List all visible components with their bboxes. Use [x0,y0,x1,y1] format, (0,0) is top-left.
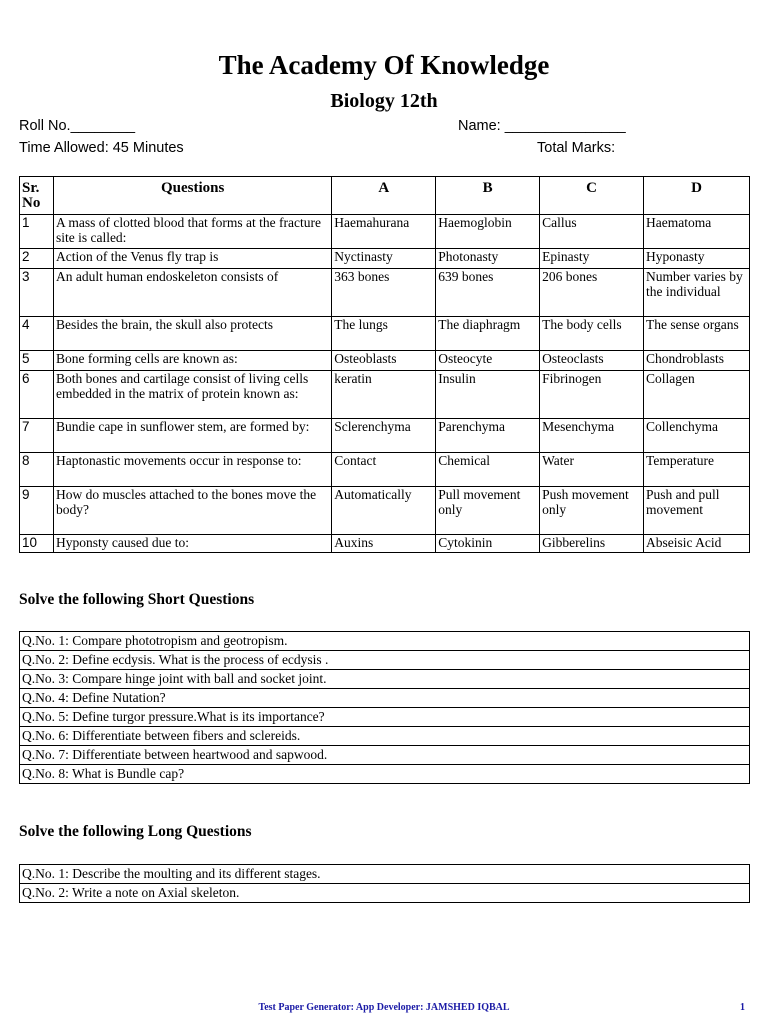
mcq-row [20,419,750,453]
mcq-option-d: Collagen [644,371,750,419]
mcq-option-a: Automatically [332,487,436,535]
column-header-c: C [540,177,644,215]
page-subtitle: Biology 12th [330,90,438,112]
mcq-option-c: The body cells [540,317,644,351]
mcq-option-d: Hyponasty [644,249,750,269]
mcq-row [20,351,750,371]
column-header-sr: Sr. No [20,177,54,215]
mcq-number: 10 [20,535,54,553]
mcq-question: Bone forming cells are known as: [53,351,331,371]
short-question: Q.No. 4: Define Nutation? [20,689,750,708]
total-marks: Total Marks: [537,140,616,156]
mcq-question: Both bones and cartilage consist of living cells embedded in the matrix of protein known as: [53,371,331,419]
mcq-option-d: Number varies by the individual [644,269,750,317]
mcq-number: 2 [20,249,54,269]
mcq-option-d: The sense organs [644,317,750,351]
mcq-option-a: keratin [332,371,436,419]
mcq-number: 1 [20,215,54,249]
mcq-option-b: Pull movement only [436,487,540,535]
list-item [20,632,750,651]
mcq-number: 5 [20,351,54,371]
short-question: Q.No. 8: What is Bundle cap? [20,765,750,784]
mcq-option-c: Callus [540,215,644,249]
mcq-question: A mass of clotted blood that forms at the fracture site is called: [53,215,331,249]
list-item [20,670,750,689]
list-item [20,746,750,765]
mcq-option-c: Push movement only [540,487,644,535]
mcq-option-c: Gibberelins [540,535,644,553]
list-item [20,765,750,784]
name-field: Name: _______________ [458,118,626,134]
page-title: The Academy Of Knowledge [218,50,550,80]
mcq-option-d: Haematoma [644,215,750,249]
mcq-option-b: Insulin [436,371,540,419]
short-questions-table [19,631,750,784]
list-item [20,689,750,708]
mcq-question: Bundie cape in sunflower stem, are formed by: [53,419,331,453]
mcq-option-c: 206 bones [540,269,644,317]
long-question: Q.No. 2: Write a note on Axial skeleton. [20,884,750,903]
mcq-number: 4 [20,317,54,351]
mcq-option-d: Temperature [644,453,750,487]
mcq-option-d: Push and pull movement [644,487,750,535]
mcq-row [20,453,750,487]
mcq-option-b: Cytokinin [436,535,540,553]
mcq-question: Haptonastic movements occur in response to: [53,453,331,487]
footer-credit: Test Paper Generator: App Developer: JAMSHED IQBAL [258,1002,510,1013]
mcq-option-b: The diaphragm [436,317,540,351]
mcq-option-c: Mesenchyma [540,419,644,453]
mcq-option-a: The lungs [332,317,436,351]
list-item [20,865,750,884]
mcq-table [19,176,750,553]
mcq-number: 9 [20,487,54,535]
mcq-option-b: Photonasty [436,249,540,269]
mcq-row [20,215,750,249]
mcq-option-b: Haemoglobin [436,215,540,249]
mcq-number: 7 [20,419,54,453]
mcq-option-a: Osteoblasts [332,351,436,371]
mcq-option-b: 639 bones [436,269,540,317]
mcq-number: 8 [20,453,54,487]
mcq-option-c: Fibrinogen [540,371,644,419]
mcq-question: How do muscles attached to the bones move the body? [53,487,331,535]
list-item [20,884,750,903]
mcq-number: 6 [20,371,54,419]
mcq-option-a: Nyctinasty [332,249,436,269]
mcq-option-d: Chondroblasts [644,351,750,371]
mcq-option-a: Haemahurana [332,215,436,249]
mcq-row [20,317,750,351]
mcq-row [20,249,750,269]
mcq-question: Besides the brain, the skull also protects [53,317,331,351]
mcq-option-b: Chemical [436,453,540,487]
mcq-question: Action of the Venus fly trap is [53,249,331,269]
list-item [20,708,750,727]
mcq-option-c: Osteoclasts [540,351,644,371]
mcq-row [20,371,750,419]
mcq-row [20,487,750,535]
column-header-a: A [332,177,436,215]
time-allowed: Time Allowed: 45 Minutes [19,140,184,156]
mcq-option-c: Water [540,453,644,487]
mcq-question: Hyponsty caused due to: [53,535,331,553]
mcq-option-b: Osteocyte [436,351,540,371]
mcq-number: 3 [20,269,54,317]
page-number: 1 [740,1002,745,1013]
list-item [20,651,750,670]
column-header-d: D [644,177,750,215]
short-question: Q.No. 7: Differentiate between heartwood and sapwood. [20,746,750,765]
short-question: Q.No. 2: Define ecdysis. What is the process of ecdysis . [20,651,750,670]
short-question: Q.No. 5: Define turgor pressure.What is its importance? [20,708,750,727]
column-header-questions: Questions [53,177,331,215]
mcq-option-d: Collenchyma [644,419,750,453]
column-header-b: B [436,177,540,215]
short-question: Q.No. 3: Compare hinge joint with ball and socket joint. [20,670,750,689]
mcq-option-c: Epinasty [540,249,644,269]
short-question: Q.No. 6: Differentiate between fibers and sclereids. [20,727,750,746]
roll-number-field: Roll No.________ [19,118,136,134]
long-questions-heading: Solve the following Long Questions [19,823,252,840]
short-question: Q.No. 1: Compare phototropism and geotropism. [20,632,750,651]
long-questions-table [19,864,750,903]
mcq-option-b: Parenchyma [436,419,540,453]
mcq-option-a: 363 bones [332,269,436,317]
mcq-row [20,269,750,317]
mcq-option-a: Sclerenchyma [332,419,436,453]
short-questions-heading: Solve the following Short Questions [19,591,255,608]
long-question: Q.No. 1: Describe the moulting and its different stages. [20,865,750,884]
mcq-option-a: Auxins [332,535,436,553]
mcq-question: An adult human endoskeleton consists of [53,269,331,317]
mcq-option-d: Abseisic Acid [644,535,750,553]
list-item [20,727,750,746]
mcq-option-a: Contact [332,453,436,487]
mcq-row [20,535,750,553]
